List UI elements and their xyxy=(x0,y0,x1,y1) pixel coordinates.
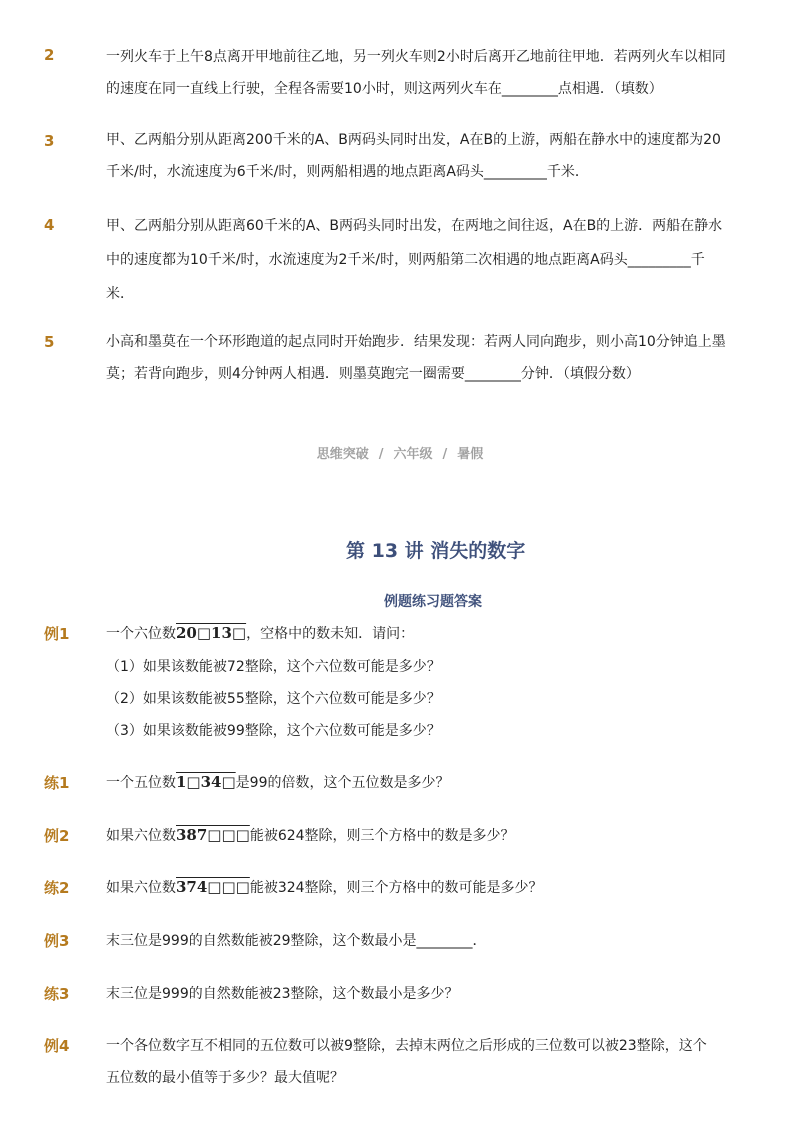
problem-number: 2 xyxy=(44,46,55,64)
footer-series: 思维突破 xyxy=(316,447,369,462)
problem-text: 甲、乙两船分别从距离200千米的A、B两码头同时出发，A在B的上游，两船在静水中的速度都为20千米/时，水流速度为6千米/时，则两船相遇的地点距离A码头_________千米． xyxy=(106,132,721,180)
problem-text: 一列火车于上午8点离开甲地前往乙地，另一列火车则2小时后离开乙地前往甲地．若两列火车以相同的速度在同一直线上行驶，全程各需要10小时，则这两列火车在________点相遇．（填数） xyxy=(106,49,726,97)
example-text-cont: 五位数的最小值等于多少？最大值呢？ xyxy=(106,1070,344,1086)
lecture-title: 第 13 讲 消失的数字 xyxy=(346,540,526,562)
problem-number: 3 xyxy=(44,132,55,150)
example-text: 末三位是999的自然数能被23整除，这个数最小是多少？ xyxy=(106,986,459,1002)
footer-term: 暑假 xyxy=(457,447,484,462)
example-label: 例2 xyxy=(44,827,70,845)
example-label: 例3 xyxy=(44,932,70,950)
problem-number: 4 xyxy=(44,216,55,234)
section-title: 例题练习题答案 xyxy=(384,594,482,610)
digit-number: 387□□□ xyxy=(176,826,250,844)
example-label: 练3 xyxy=(44,985,70,1003)
example-text: 末三位是999的自然数能被29整除，这个数最小是________． xyxy=(106,933,487,949)
digit-number: 1□34□ xyxy=(176,773,236,791)
example-label: 练2 xyxy=(44,879,70,897)
sub-question-1: （1）如果该数能被72整除，这个六位数可能是多少？ xyxy=(106,659,441,675)
sub-question-2: （2）如果该数能被55整除，这个六位数可能是多少？ xyxy=(106,691,441,707)
example-label: 练1 xyxy=(44,774,70,792)
example-text: 一个各位数字互不相同的五位数可以被9整除，去掉末两位之后形成的三位数可以被23整除，这个 xyxy=(106,1038,707,1054)
problem-number: 5 xyxy=(44,333,55,351)
page-footer: 思维突破 / 六年级 / 暑假 xyxy=(316,447,484,462)
sub-question-3: （3）如果该数能被99整除，这个六位数可能是多少？ xyxy=(106,723,441,739)
example-label: 例1 xyxy=(44,625,70,643)
digit-number: 374□□□ xyxy=(176,878,250,896)
problem-text: 甲、乙两船分别从距离60千米的A、B两码头同时出发，在两地之间往返，A在B的上游．两船在静水中的速度都为10千米/时，水流速度为2千米/时，则两船第二次相遇的地点距离A码头_________千米． xyxy=(106,218,723,302)
example-label: 例4 xyxy=(44,1037,70,1055)
digit-number: 20□13□ xyxy=(176,624,247,642)
problem-text: 小高和墨莫在一个环形跑道的起点同时开始跑步．结果发现：若两人同向跑步，则小高10分钟追上墨莫；若背向跑步，则4分钟两人相遇．则墨莫跑完一圈需要________分钟．（填假分数） xyxy=(106,334,726,382)
footer-grade: 六年级 xyxy=(393,447,433,462)
